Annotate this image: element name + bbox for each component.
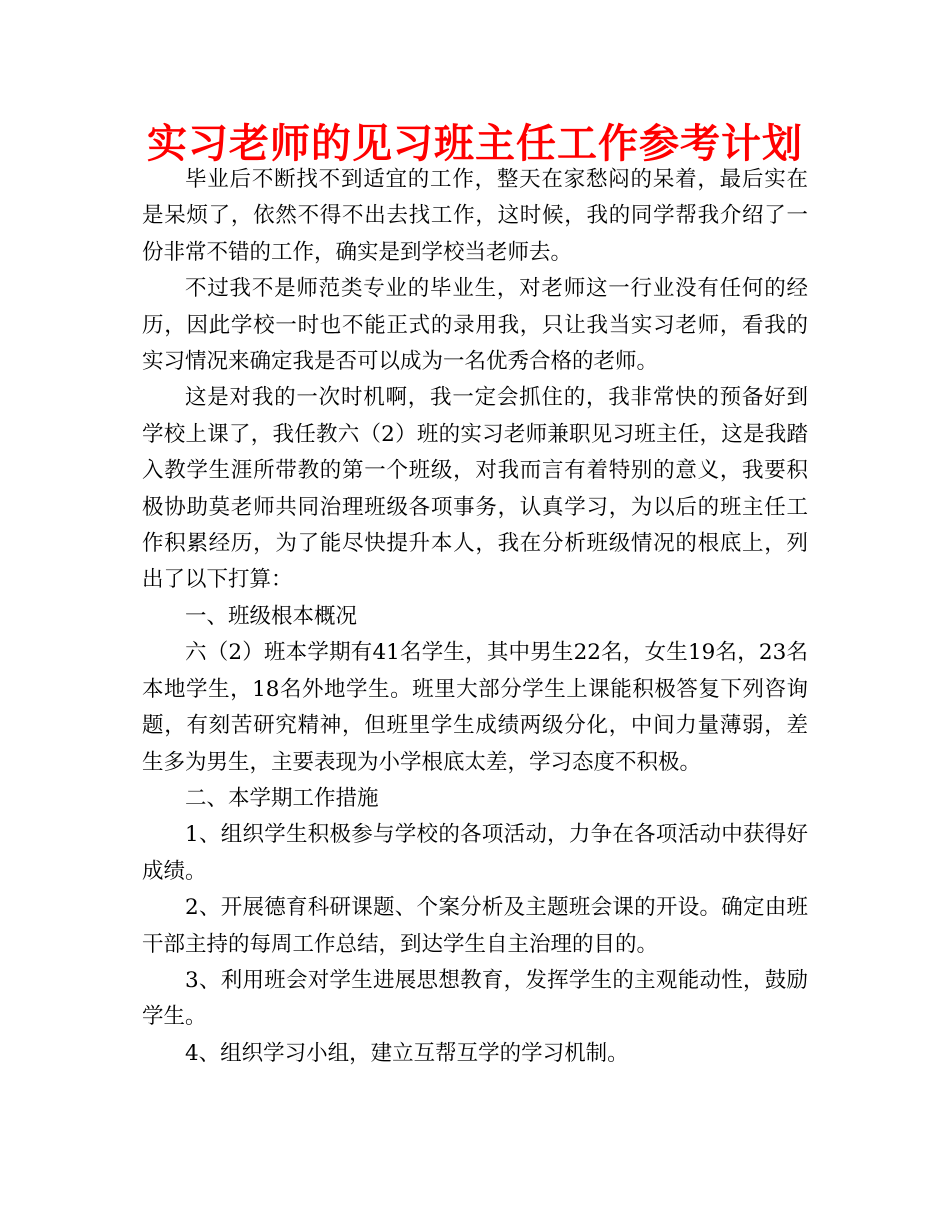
paragraph-intro-2: 不过我不是师范类专业的毕业生，对老师这一行业没有任何的经历，因此学校一时也不能正式的录用我，只让我当实习老师，看我的实习情况来确定我是否可以成为一名优秀合格的老师。 <box>142 276 808 375</box>
measure-item-1: 1、组织学生积极参与学校的各项活动，力争在各项活动中获得好成绩。 <box>142 822 808 884</box>
measure-item-2: 2、开展德育科研课题、个案分析及主题班会课的开设。确定由班干部主持的每周工作总结，到达学生自主治理的目的。 <box>142 895 808 957</box>
measure-item-3: 3、利用班会对学生进展思想教育，发挥学生的主观能动性，鼓励学生。 <box>142 967 808 1030</box>
section-heading-measures: 二、本学期工作措施 <box>185 785 379 811</box>
measure-item-4: 4、组织学习小组，建立互帮互学的学习机制。 <box>185 1040 629 1066</box>
document-title: 实习老师的见习班主任工作参考计划 <box>147 121 803 167</box>
paragraph-intro-3: 这是对我的一次时机啊，我一定会抓住的，我非常快的预备好到学校上课了，我任教六（2）班的实习老师兼职见习班主任，这是我踏入教学生涯所带教的第一个班级，对我而言有着特别的意义，我要积极协助莫老师共同治理班级各项事务，认真学习，为以后的班主任工作积累经历，为了能尽快提升本人，我在分析班级情况的根底上，列出了以下打算： <box>142 385 808 593</box>
section-heading-overview: 一、班级根本概况 <box>185 603 358 629</box>
paragraph-intro-1: 毕业后不断找不到适宜的工作，整天在家愁闷的呆着，最后实在是呆烦了，依然不得不出去找工作，这时候，我的同学帮我介绍了一份非常不错的工作，确实是到学校当老师去。 <box>142 167 808 265</box>
document-body <box>142 162 808 1072</box>
paragraph-class-overview: 六（2）班本学期有41名学生，其中男生22名，女生19名，23名本地学生，18名外地学生。班里大部分学生上课能积极答复下列咨询题，有刻苦研究精神，但班里学生成绩两级分化，中间力量薄弱，差生多为男生，主要表现为小学根底太差，学习态度不积极。 <box>142 640 808 775</box>
